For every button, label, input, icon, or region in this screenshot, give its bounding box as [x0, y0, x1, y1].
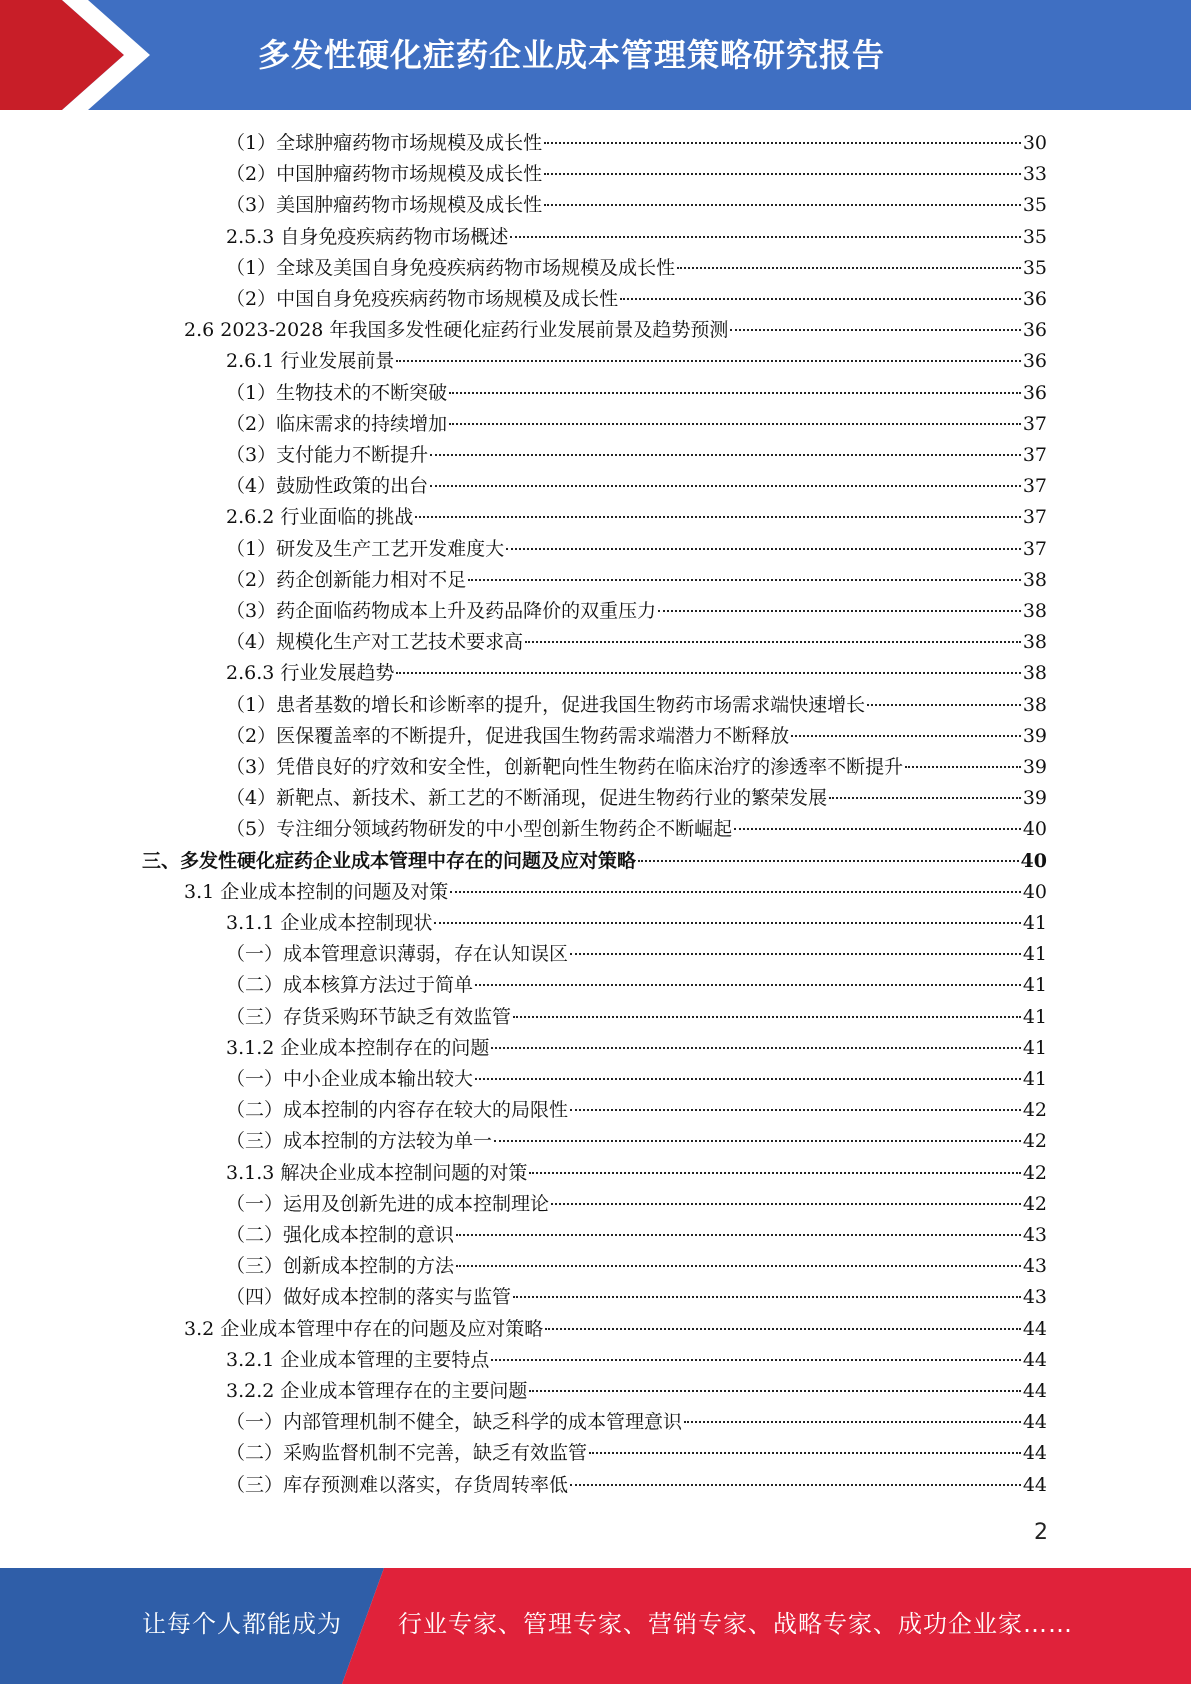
toc-entry[interactable]: [226, 1064, 1047, 1095]
toc-entry[interactable]: [226, 1376, 1047, 1407]
toc-dot-leader: [396, 360, 1020, 362]
toc-entry[interactable]: [226, 721, 1047, 752]
toc-dot-leader: [905, 766, 1021, 768]
toc-entry[interactable]: [226, 565, 1047, 596]
toc-entry-label: （一）内部管理机制不健全，缺乏科学的成本管理意识: [226, 1411, 683, 1434]
toc-entry[interactable]: [226, 502, 1047, 533]
toc-entry-page: 37: [1022, 412, 1047, 435]
toc-entry-label: 3.2 企业成本管理中存在的问题及应对策略: [184, 1317, 544, 1340]
toc-entry-label: （二）采购监督机制不完善，缺乏有效监管: [226, 1442, 588, 1465]
toc-entry[interactable]: [226, 284, 1047, 315]
page-footer: [0, 1568, 1191, 1684]
toc-dot-leader: [730, 329, 1020, 331]
toc-entry[interactable]: [226, 471, 1047, 502]
toc-dot-leader: [529, 1172, 1020, 1174]
toc-entry[interactable]: [226, 1033, 1047, 1064]
toc-entry-label: 3.1.1 企业成本控制现状: [226, 912, 433, 934]
toc-dot-leader: [491, 1359, 1020, 1361]
toc-entry-label: （1）研发及生产工艺开发难度大: [226, 537, 505, 560]
toc-entry[interactable]: [226, 1220, 1047, 1251]
toc-dot-leader: [658, 610, 1021, 612]
toc-entry-page: 40: [1020, 849, 1047, 872]
toc-entry-page: 41: [1022, 943, 1047, 966]
toc-entry-label: （一）成本管理意识薄弱，存在认知误区: [226, 943, 569, 966]
toc-dot-leader: [829, 797, 1021, 799]
toc-dot-leader: [491, 1047, 1020, 1049]
toc-entry-page: 41: [1022, 974, 1047, 997]
toc-entry[interactable]: [226, 970, 1047, 1001]
toc-entry-label: （2）中国肿瘤药物市场规模及成长性: [226, 163, 543, 186]
toc-entry-label: （二）成本控制的内容存在较大的局限性: [226, 1099, 569, 1122]
toc-entry[interactable]: [226, 409, 1047, 440]
toc-entry-label: （1）全球及美国自身免疫疾病药物市场规模及成长性: [226, 256, 676, 279]
toc-entry-label: （4）新靶点、新技术、新工艺的不断涌现，促进生物药行业的繁荣发展: [226, 787, 828, 810]
toc-dot-leader: [791, 735, 1021, 737]
toc-entry-page: 37: [1022, 444, 1047, 466]
toc-dot-leader: [589, 1452, 1021, 1454]
toc-entry-label: （1）全球肿瘤药物市场规模及成长性: [226, 132, 543, 154]
toc-entry-page: 40: [1022, 880, 1047, 903]
toc-dot-leader: [506, 548, 1021, 550]
toc-entry-label: 三、多发性硬化症药企业成本管理中存在的问题及应对策略: [142, 849, 637, 872]
toc-entry-page: 37: [1022, 506, 1047, 529]
toc-entry-page: 42: [1022, 1161, 1047, 1184]
toc-entry-label: （3）支付能力不断提升: [226, 444, 429, 466]
toc-entry-page: 39: [1022, 787, 1047, 810]
toc-entry[interactable]: [226, 1095, 1047, 1126]
toc-entry-page: 40: [1022, 818, 1047, 841]
toc-entry-page: 36: [1022, 319, 1047, 342]
toc-dot-leader: [494, 1140, 1021, 1142]
toc-dot-leader: [396, 672, 1020, 674]
toc-entry[interactable]: [226, 783, 1047, 814]
toc-entry[interactable]: [184, 877, 1047, 908]
toc-entry-page: 43: [1022, 1255, 1047, 1278]
toc-entry[interactable]: [226, 1251, 1047, 1282]
toc-dot-leader: [570, 953, 1021, 955]
toc-entry-page: 44: [1022, 1442, 1047, 1465]
toc-entry-page: 37: [1022, 537, 1047, 560]
toc-entry-page: 38: [1022, 631, 1047, 654]
toc-entry-page: 38: [1022, 568, 1047, 591]
toc-entry-label: （5）专注细分领域药物研发的中小型创新生物药企不断崛起: [226, 818, 733, 841]
toc-entry-label: （3）美国肿瘤药物市场规模及成长性: [226, 194, 543, 217]
toc-entry-page: 30: [1022, 132, 1047, 154]
toc-entry-page: 44: [1022, 1411, 1047, 1434]
toc-entry-label: （2）医保覆盖率的不断提升，促进我国生物药需求端潜力不断释放: [226, 724, 790, 747]
toc-entry-page: 42: [1022, 1099, 1047, 1122]
toc-entry-page: 38: [1022, 693, 1047, 716]
toc-entry-label: 3.1.3 解决企业成本控制问题的对策: [226, 1161, 528, 1184]
toc-entry-label: 2.5.3 自身免疫疾病药物市场概述: [226, 225, 509, 248]
toc-entry[interactable]: [226, 159, 1047, 190]
toc-entry-page: 36: [1022, 288, 1047, 310]
toc-entry[interactable]: [142, 846, 1047, 877]
toc-entry-label: （二）强化成本控制的意识: [226, 1224, 455, 1246]
toc-entry[interactable]: [226, 1345, 1047, 1376]
toc-entry-page: 41: [1022, 1036, 1047, 1059]
toc-entry[interactable]: [226, 1126, 1047, 1157]
toc-entry[interactable]: [226, 128, 1047, 159]
toc-entry-page: 33: [1022, 163, 1047, 186]
toc-dot-leader: [434, 922, 1020, 924]
toc-entry[interactable]: [226, 908, 1047, 939]
toc-entry[interactable]: [226, 627, 1047, 658]
toc-dot-leader: [415, 516, 1020, 518]
toc-dot-leader: [638, 860, 1019, 862]
toc-entry-page: 44: [1022, 1473, 1047, 1496]
toc-entry-page: 38: [1022, 662, 1047, 685]
toc-entry-label: （三）创新成本控制的方法: [226, 1255, 455, 1278]
toc-entry-label: 2.6 2023-2028 年我国多发性硬化症药行业发展前景及趋势预测: [184, 319, 729, 342]
toc-entry[interactable]: [226, 1189, 1047, 1220]
toc-entry[interactable]: [226, 1158, 1047, 1189]
toc-entry[interactable]: [226, 752, 1047, 783]
toc-entry-label: （一）中小企业成本输出较大: [226, 1068, 474, 1090]
toc-entry-label: 3.2.2 企业成本管理存在的主要问题: [226, 1380, 528, 1402]
toc-entry-page: 41: [1022, 1068, 1047, 1090]
toc-entry-page: 36: [1022, 350, 1047, 373]
toc-entry[interactable]: [226, 534, 1047, 565]
toc-dot-leader: [570, 1484, 1021, 1486]
toc-entry-page: 43: [1022, 1286, 1047, 1309]
page-header: [0, 0, 1191, 110]
toc-dot-leader: [449, 423, 1021, 425]
toc-entry[interactable]: [226, 658, 1047, 689]
toc-entry[interactable]: [226, 814, 1047, 845]
page-number: 2: [1034, 1520, 1048, 1545]
toc-entry[interactable]: [226, 346, 1047, 377]
report-title: 多发性硬化症药企业成本管理策略研究报告: [258, 36, 886, 74]
toc-entry-label: （四）做好成本控制的落实与监管: [226, 1286, 512, 1309]
toc-entry[interactable]: [226, 378, 1047, 409]
chevron-arrow-icon: [0, 0, 160, 110]
toc-entry-page: 42: [1022, 1130, 1047, 1153]
toc-dot-leader: [513, 1296, 1021, 1298]
toc-entry[interactable]: [226, 1002, 1047, 1033]
toc-entry-label: （3）凭借良好的疗效和安全性，创新靶向性生物药在临床治疗的渗透率不断提升: [226, 756, 904, 778]
toc-dot-leader: [544, 173, 1021, 175]
toc-entry-label: 3.1.2 企业成本控制存在的问题: [226, 1036, 490, 1059]
toc-entry[interactable]: [226, 222, 1047, 253]
toc-entry[interactable]: [226, 1438, 1047, 1469]
toc-entry-label: （3）药企面临药物成本上升及药品降价的双重压力: [226, 600, 657, 622]
toc-dot-leader: [544, 204, 1021, 206]
toc-dot-leader: [475, 1078, 1021, 1080]
toc-dot-leader: [510, 236, 1020, 238]
toc-entry-page: 44: [1022, 1317, 1047, 1340]
toc-entry-page: 37: [1022, 475, 1047, 498]
toc-entry-page: 44: [1022, 1348, 1047, 1371]
toc-entry-label: 2.6.3 行业发展趋势: [226, 662, 395, 685]
toc-dot-leader: [430, 454, 1021, 456]
toc-entry-page: 39: [1022, 724, 1047, 747]
toc-dot-leader: [677, 267, 1021, 269]
toc-dot-leader: [450, 891, 1021, 893]
toc-dot-leader: [525, 641, 1021, 643]
toc-entry-page: 43: [1022, 1224, 1047, 1246]
toc-entry[interactable]: [184, 315, 1047, 346]
toc-entry[interactable]: [226, 1407, 1047, 1438]
toc-dot-leader: [620, 298, 1021, 300]
toc-entry[interactable]: [226, 690, 1047, 721]
toc-entry-label: 3.2.1 企业成本管理的主要特点: [226, 1348, 490, 1371]
toc-entry-page: 35: [1022, 256, 1047, 279]
toc-entry-label: 2.6.1 行业发展前景: [226, 350, 395, 373]
toc-entry-label: （一）运用及创新先进的成本控制理论: [226, 1192, 550, 1215]
toc-entry[interactable]: [226, 1470, 1047, 1501]
toc-entry-page: 36: [1022, 381, 1047, 404]
toc-entry[interactable]: [184, 1314, 1047, 1345]
toc-entry[interactable]: [226, 190, 1047, 221]
toc-entry-label: （二）成本核算方法过于简单: [226, 974, 474, 997]
toc-entry-label: （三）存货采购环节缺乏有效监管: [226, 1005, 512, 1028]
toc-entry[interactable]: [226, 440, 1047, 471]
toc-entry[interactable]: [226, 939, 1047, 970]
toc-entry-page: 39: [1022, 756, 1047, 778]
toc-entry-label: （三）成本控制的方法较为单一: [226, 1130, 493, 1153]
toc-dot-leader: [475, 984, 1021, 986]
toc-entry-page: 35: [1022, 194, 1047, 217]
toc-entry-page: 42: [1022, 1192, 1047, 1215]
toc-dot-leader: [456, 1234, 1021, 1236]
toc-entry-page: 44: [1022, 1380, 1047, 1402]
toc-entry-label: （2）临床需求的持续增加: [226, 412, 448, 435]
toc-entry-label: （4）鼓励性政策的出台: [226, 475, 429, 498]
toc-entry-label: （2）药企创新能力相对不足: [226, 568, 467, 591]
toc-dot-leader: [449, 392, 1021, 394]
toc-dot-leader: [570, 1109, 1021, 1111]
toc-entry-page: 41: [1022, 912, 1047, 934]
toc-entry-label: （2）中国自身免疫疾病药物市场规模及成长性: [226, 288, 619, 310]
toc-dot-leader: [513, 1016, 1021, 1018]
toc-entry-label: （三）库存预测难以落实，存货周转率低: [226, 1473, 569, 1496]
toc-dot-leader: [430, 485, 1021, 487]
toc-entry-page: 35: [1022, 225, 1047, 248]
toc-entry-page: 41: [1022, 1005, 1047, 1028]
toc-entry-page: 38: [1022, 600, 1047, 622]
toc-entry[interactable]: [226, 253, 1047, 284]
toc-dot-leader: [544, 142, 1021, 144]
toc-dot-leader: [684, 1421, 1021, 1423]
toc-dot-leader: [867, 704, 1021, 706]
toc-entry-label: 2.6.2 行业面临的挑战: [226, 506, 414, 529]
toc-dot-leader: [456, 1265, 1021, 1267]
toc-entry-label: 3.1 企业成本控制的问题及对策: [184, 880, 449, 903]
footer-slogan-right: 行业专家、管理专家、营销专家、战略专家、成功企业家……: [398, 1610, 1073, 1638]
toc-entry-label: （4）规模化生产对工艺技术要求高: [226, 631, 524, 654]
toc-entry[interactable]: [226, 596, 1047, 627]
toc-dot-leader: [529, 1390, 1020, 1392]
toc-dot-leader: [734, 828, 1021, 830]
toc-entry-label: （1）生物技术的不断突破: [226, 381, 448, 404]
toc-dot-leader: [545, 1328, 1021, 1330]
toc-entry-label: （1）患者基数的增长和诊断率的提升，促进我国生物药市场需求端快速增长: [226, 693, 866, 716]
toc-entry[interactable]: [226, 1282, 1047, 1313]
footer-slogan-left: 让每个人都能成为: [142, 1610, 342, 1638]
toc-dot-leader: [551, 1203, 1021, 1205]
toc-dot-leader: [468, 579, 1021, 581]
